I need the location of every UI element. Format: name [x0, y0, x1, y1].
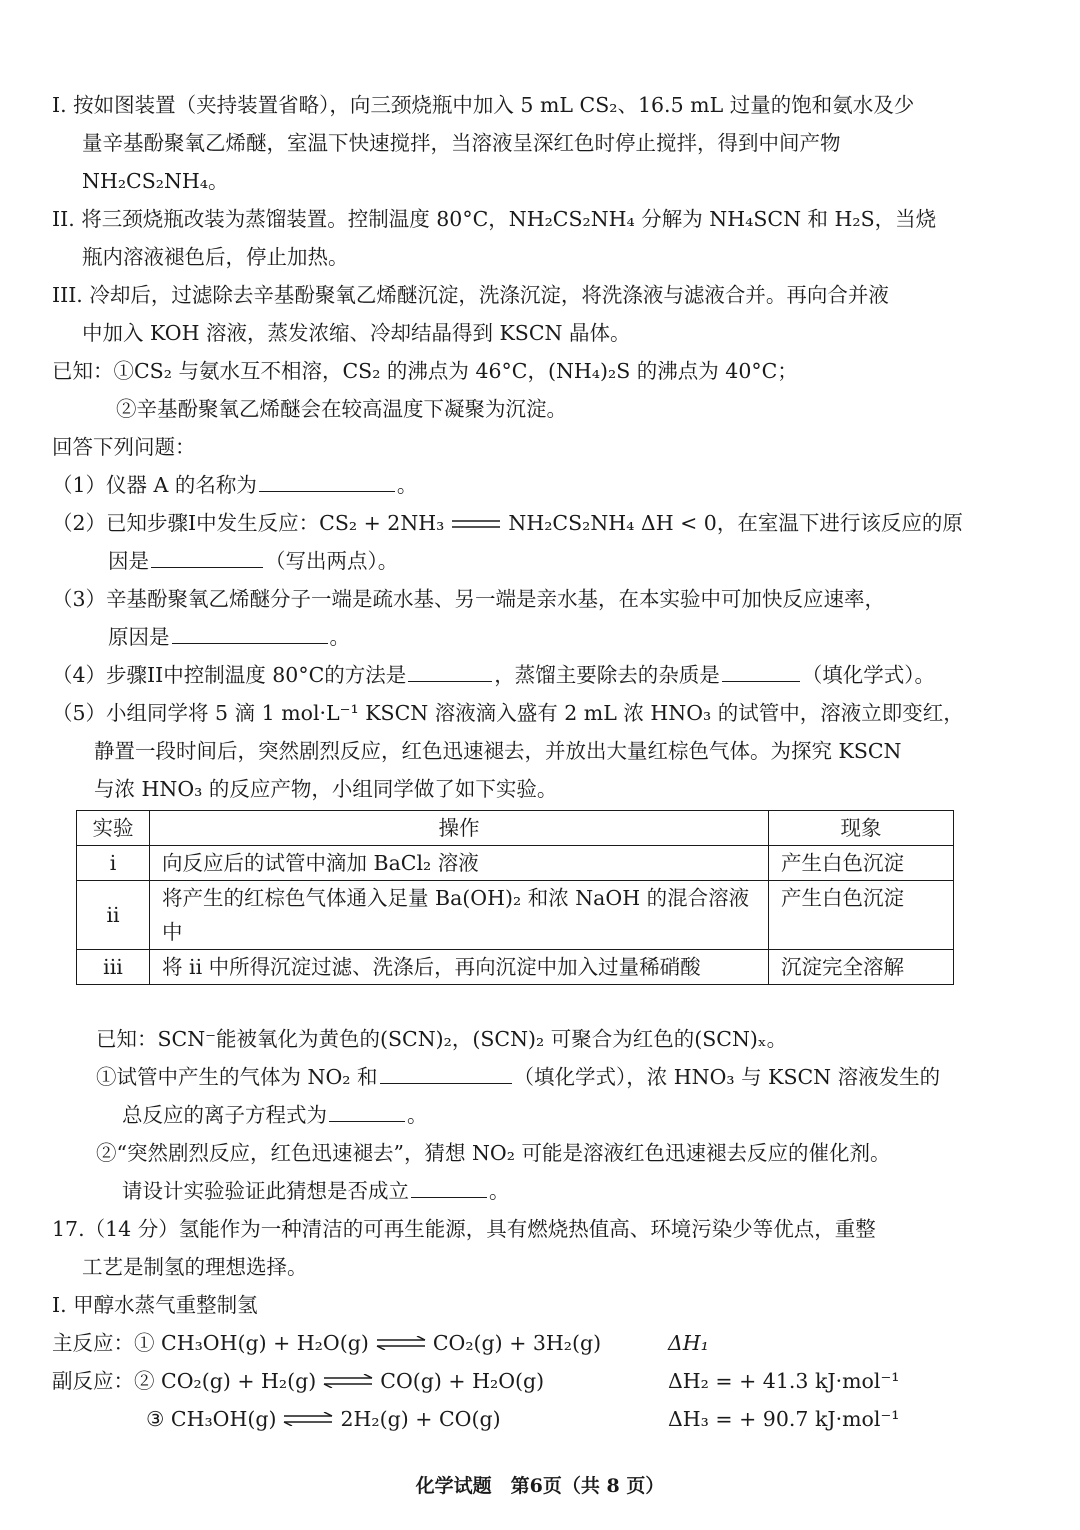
side-reaction-left: 副反应：② CO₂(g) + H₂(g)	[52, 1369, 317, 1393]
table-row	[77, 950, 954, 985]
page-footer: 化学试题 第6页（共 8 页）	[415, 1475, 665, 1497]
q4-text-b: ，蒸馏主要除去的杂质是	[494, 663, 720, 687]
question-3-line1: （3）辛基酚聚氧乙烯醚分子一端是疏水基、另一端是亲水基，在本实验中可加快反应速率，	[52, 587, 886, 611]
row-id: ii	[77, 881, 150, 950]
experiment-table	[76, 810, 954, 985]
step1-line1: I. 按如图装置（夹持装置省略），向三颈烧瓶中加入 5 mL CS₂、16.5 mL 过量的饱和氨水及少	[52, 93, 915, 117]
reaction-3-left: ③ CH₃OH(g)	[146, 1407, 277, 1431]
known-scn: 已知：SCN⁻能被氧化为黄色的(SCN)₂，(SCN)₂ 可聚合为红色的(SCN)ₓ。	[96, 1027, 788, 1051]
step2-line2: 瓶内溶液褪色后，停止加热。	[82, 245, 349, 269]
row-phenomenon: 产生白色沉淀	[769, 846, 954, 881]
p1-text-c: 总反应的离子方程式为	[122, 1103, 327, 1127]
table-header-row	[77, 811, 954, 846]
p1-text-b: （填化学式），浓 HNO₃ 与 KSCN 溶液发生的	[513, 1065, 941, 1089]
q1-answer-blank[interactable]	[259, 471, 395, 492]
question-3-line2	[108, 622, 350, 652]
step3-line1: III. 冷却后，过滤除去辛基酚聚氧乙烯醚沉淀，洗涤沉淀，将洗涤液与滤液合并。再向合并液	[52, 283, 889, 307]
row-phenomenon: 产生白色沉淀	[769, 881, 954, 950]
main-reaction	[52, 1328, 601, 1358]
question-5-line2: 静置一段时间后，突然剧烈反应，红色迅速褪去，并放出大量红棕色气体。为探究 KSCN	[94, 739, 902, 763]
known-2: ②辛基酚聚氧乙烯醚会在较高温度下凝聚为沉淀。	[116, 397, 567, 421]
header-phenomenon: 现象	[769, 811, 954, 846]
q1-end: 。	[396, 473, 418, 497]
q2-text: （2）已知步骤I中发生反应：CS₂ + 2NH₃	[52, 511, 445, 535]
q4-text-a: （4）步骤II中控制温度 80°C的方法是	[52, 663, 407, 687]
section-methanol-reforming: I. 甲醇水蒸气重整制氢	[52, 1293, 258, 1317]
header-operation: 操作	[150, 811, 769, 846]
table-row	[77, 881, 954, 950]
question-2-line1	[52, 508, 963, 538]
row-phenomenon: 沉淀完全溶解	[769, 950, 954, 985]
main-reaction-right: CO₂(g) + 3H₂(g)	[432, 1331, 602, 1355]
question-5-line1: （5）小组同学将 5 滴 1 mol·L⁻¹ KSCN 溶液滴入盛有 2 mL 浓 HNO₃ 的试管中，溶液立即变红，	[52, 701, 964, 725]
known-1: 已知：①CS₂ 与氨水互不相溶，CS₂ 的沸点为 46°C，(NH₄)₂S 的沸点为 40°C；	[52, 359, 798, 383]
header-experiment: 实验	[77, 811, 150, 846]
question-5-line3: 与浓 HNO₃ 的反应产物，小组同学做了如下实验。	[94, 777, 558, 801]
gas-formula-blank[interactable]	[380, 1063, 512, 1084]
p2-end: 。	[489, 1179, 510, 1203]
row-id: i	[77, 846, 150, 881]
row-operation: 向反应后的试管中滴加 BaCl₂ 溶液	[150, 846, 769, 881]
q2-text-b: NH₂CS₂NH₄ ΔH < 0，在室温下进行该反应的原	[508, 511, 963, 535]
experiment-design-blank[interactable]	[411, 1177, 487, 1198]
q3-text-b: 原因是	[108, 625, 170, 649]
equilibrium-arrow-icon	[322, 1374, 374, 1388]
row-operation: 将产生的红棕色气体通入足量 Ba(OH)₂ 和浓 NaOH 的混合溶液中	[150, 881, 769, 950]
side-reaction-3-enthalpy: ΔH₃ = + 90.7 kJ·mol⁻¹	[668, 1407, 900, 1431]
side-reaction-right: CO(g) + H₂O(g)	[380, 1369, 545, 1393]
question-2-line2	[108, 546, 398, 576]
sub-question-2-line2	[122, 1176, 510, 1206]
step1-line3: NH₂CS₂NH₄。	[82, 169, 229, 193]
main-reaction-enthalpy: ΔH₁	[668, 1331, 709, 1355]
question-1	[52, 470, 417, 500]
ionic-equation-blank[interactable]	[329, 1101, 405, 1122]
q4-impurity-blank[interactable]	[722, 661, 800, 682]
table-row	[77, 846, 954, 881]
sub-question-2-line1: ②“突然剧烈反应，红色迅速褪去”，猜想 NO₂ 可能是溶液红色迅速褪去反应的催化剂。	[96, 1141, 891, 1165]
sub-question-1-line2	[122, 1100, 428, 1130]
q3-end: 。	[329, 625, 350, 649]
answer-prompt: 回答下列问题：	[52, 435, 196, 459]
step2-line1: II. 将三颈烧瓶改装为蒸馏装置。控制温度 80°C，NH₂CS₂NH₄ 分解为 NH₄SCN 和 H₂S，当烧	[52, 207, 937, 231]
q2-text-c: 因是	[108, 549, 149, 573]
question-17-line2: 工艺是制氢的理想选择。	[82, 1255, 308, 1279]
reaction-3-right: 2H₂(g) + CO(g)	[340, 1407, 501, 1431]
side-reaction-3	[146, 1404, 501, 1434]
equilibrium-arrow-icon	[282, 1412, 334, 1426]
q3-answer-blank[interactable]	[172, 623, 328, 644]
row-operation: 将 ii 中所得沉淀过滤、洗涤后，再向沉淀中加入过量稀硝酸	[150, 950, 769, 985]
q1-text: （1）仪器 A 的名称为	[52, 473, 257, 497]
step1-line2: 量辛基酚聚氧乙烯醚，室温下快速搅拌，当溶液呈深红色时停止搅拌，得到中间产物	[82, 131, 841, 155]
equilibrium-arrow-icon	[375, 1336, 427, 1350]
equals-double-bar-icon	[450, 518, 502, 530]
row-id: iii	[77, 950, 150, 985]
main-reaction-left: 主反应：① CH₃OH(g) + H₂O(g)	[52, 1331, 369, 1355]
q4-method-blank[interactable]	[408, 661, 492, 682]
step3-line2: 中加入 KOH 溶液，蒸发浓缩、冷却结晶得到 KSCN 晶体。	[82, 321, 631, 345]
p2-text-b: 请设计实验验证此猜想是否成立	[122, 1179, 409, 1203]
p1-end: 。	[407, 1103, 428, 1127]
q4-text-c: （填化学式）。	[801, 663, 936, 687]
side-reaction-2-enthalpy: ΔH₂ = + 41.3 kJ·mol⁻¹	[668, 1369, 900, 1393]
p1-text-a: ①试管中产生的气体为 NO₂ 和	[96, 1065, 378, 1089]
question-4	[52, 660, 935, 690]
q2-text-d: （写出两点）。	[265, 549, 399, 573]
q2-answer-blank[interactable]	[151, 547, 263, 568]
sub-question-1-line1	[96, 1062, 940, 1092]
side-reaction-2	[52, 1366, 544, 1396]
question-17-line1: 17.（14 分）氢能作为一种清洁的可再生能源，具有燃烧热值高、环境污染少等优点，重整	[52, 1217, 876, 1241]
